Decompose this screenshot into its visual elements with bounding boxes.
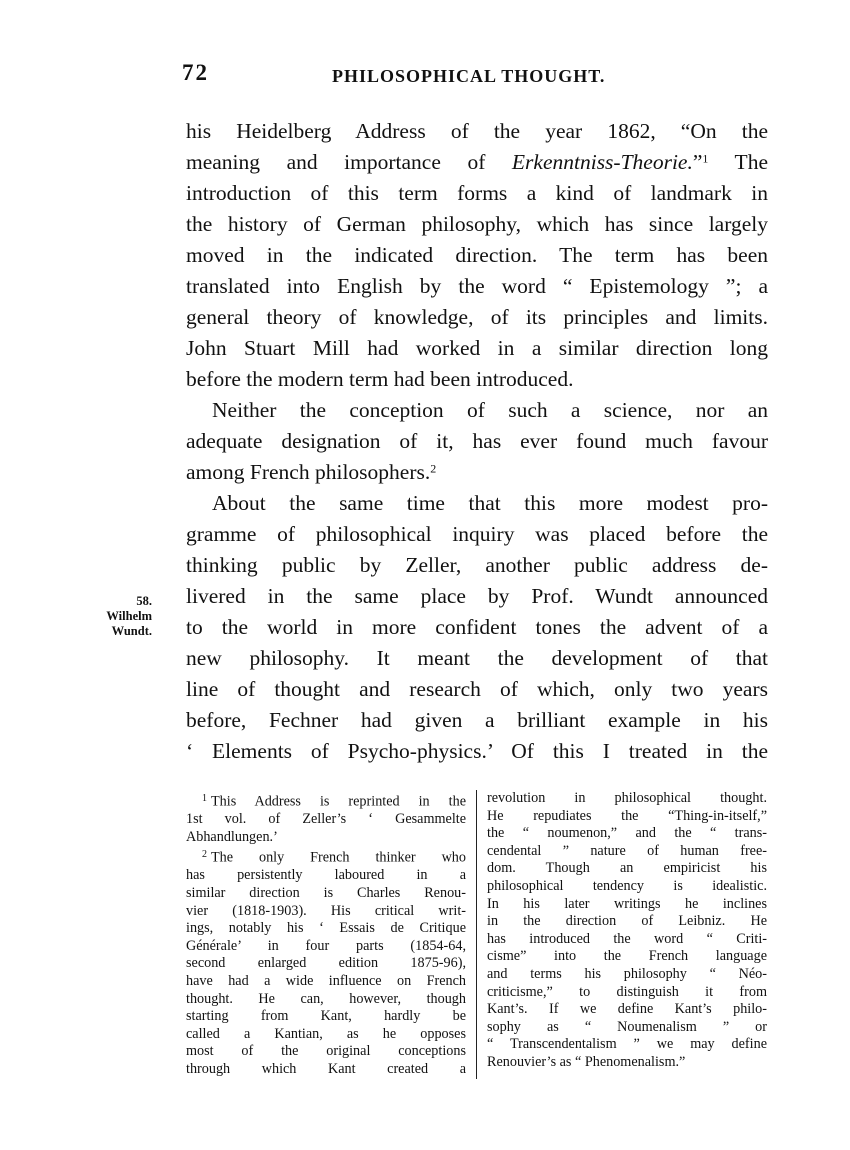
text-line: livered in the same place by Prof. Wundt announced <box>186 584 768 608</box>
text-span: among French philosophers. <box>186 460 431 484</box>
footnote-line: Générale’ in four parts (1854-64, <box>186 937 466 954</box>
text-span: meaning and importance of <box>186 150 512 174</box>
margin-note <box>86 594 152 639</box>
margin-note-number: 58. <box>136 594 152 608</box>
footnote-line: has persistently laboured in a <box>186 867 466 884</box>
footnote-line: have had a wide influence on French <box>186 972 466 989</box>
text-line: general theory of knowledge, of its principles and limits. <box>186 305 768 329</box>
footnote-line: called a Kantian, as he opposes <box>186 1025 466 1042</box>
footnote-line: and terms his philosophy “ Néo- <box>487 965 767 982</box>
text-line: thinking public by Zeller, another public address de- <box>186 553 768 577</box>
footnote-line: starting from Kant, hardly be <box>186 1008 466 1025</box>
text-line: new philosophy. It meant the development of that <box>186 646 768 670</box>
footnote-line <box>186 790 466 811</box>
margin-note-line: Wilhelm <box>106 609 152 623</box>
paragraph <box>186 488 768 767</box>
footnote-line: the “ noumenon,” and the “ trans- <box>487 825 767 842</box>
footnote-text: This Address is reprinted in the <box>211 793 466 810</box>
text-line: before, Fechner had given a brilliant example in his <box>186 708 768 732</box>
text-line: before the modern term had been introduced. <box>186 367 574 391</box>
text-line: to the world in more confident tones the advent of a <box>186 615 768 639</box>
text-line: his Heidelberg Address of the year 1862, “On the <box>186 119 768 143</box>
footnote-marker: 1 <box>202 793 207 804</box>
footnote-line: Kant’s. If we define Kant’s philo- <box>487 1001 767 1018</box>
running-head: PHILOSOPHICAL THOUGHT. <box>332 66 606 86</box>
text-span: The <box>708 150 768 174</box>
text-line <box>186 457 768 488</box>
footnote-line: in the direction of Leibniz. He <box>487 913 767 930</box>
footnote-line: vier (1818-1903). His critical writ- <box>186 902 466 919</box>
text-span: ” <box>692 150 703 174</box>
footnote-line: criticisme,” to distinguish it from <box>487 983 767 1000</box>
footnote-marker: 2 <box>202 849 207 861</box>
footnote-line: thought. He can, however, though <box>186 990 466 1007</box>
footnote-line: revolution in philosophical thought. <box>487 790 767 806</box>
footnote-line: philosophical tendency is idealistic. <box>487 877 767 894</box>
paragraph <box>186 116 768 395</box>
footnote-line: second enlarged edition 1875-96), <box>186 955 466 972</box>
footnote-line <box>186 846 466 867</box>
text-line: moved in the indicated direction. The term has been <box>186 243 768 267</box>
text-line: adequate designation of it, has ever found much favour <box>186 429 768 453</box>
footnote-line: sophy as “ Noumenalism ” or <box>487 1018 767 1035</box>
footnote-line: Abhandlungen.’ <box>186 828 278 845</box>
footnote-line: 1st vol. of Zeller’s ‘ Gesammelte <box>186 811 466 828</box>
footnote-line: ings, notably his ‘ Essais de Critique <box>186 920 466 937</box>
footnote-ref: 2 <box>430 461 437 476</box>
footnotes <box>186 790 768 1079</box>
body-text <box>186 116 768 767</box>
footnote-line: has introduced the word “ Criti- <box>487 930 767 947</box>
text-line: the history of German philosophy, which has since largely <box>186 212 768 236</box>
text-line <box>186 147 768 178</box>
page-number: 72 <box>182 60 209 85</box>
text-line: John Stuart Mill had worked in a similar direction long <box>186 336 768 360</box>
footnote-line: Renouvier’s as “ Phenomenalism.” <box>487 1053 686 1070</box>
text-line: gramme of philosophical inquiry was placed before the <box>186 522 768 546</box>
paragraph <box>186 395 768 488</box>
footnote-ref: 1 <box>702 151 709 166</box>
footnote-line: “ Transcendentalism ” we may define <box>487 1036 767 1053</box>
margin-note-line: Wundt. <box>111 624 152 638</box>
footnote-line: through which Kant created a <box>186 1060 466 1077</box>
text-line: About the same time that this more modest pro- <box>212 491 768 515</box>
footnote-line: cisme” into the French language <box>487 948 767 965</box>
footnote-line: In his later writings he inclines <box>487 895 767 912</box>
footnote-column-right <box>476 790 767 1079</box>
footnote-column-left <box>186 790 476 1079</box>
text-line: ‘ Elements of Psycho-physics.’ Of this I treated in the <box>186 739 768 763</box>
text-line: translated into English by the word “ Epistemology ”; a <box>186 274 768 298</box>
footnote-text: The only French thinker who <box>211 849 466 866</box>
footnote-line: most of the original conceptions <box>186 1043 466 1060</box>
text-line: introduction of this term forms a kind of landmark in <box>186 181 768 205</box>
text-line: Neither the conception of such a science, nor an <box>212 398 768 422</box>
footnote-line: He repudiates the “Thing-in-itself,” <box>487 807 767 824</box>
footnote-line: cendental ” nature of human free- <box>487 842 767 859</box>
italic-title: Erkenntniss-Theorie. <box>511 150 693 174</box>
text-line: line of thought and research of which, only two years <box>186 677 768 701</box>
footnote-line: similar direction is Charles Renou- <box>186 884 466 901</box>
footnote-line: dom. Though an empiricist his <box>487 860 767 877</box>
